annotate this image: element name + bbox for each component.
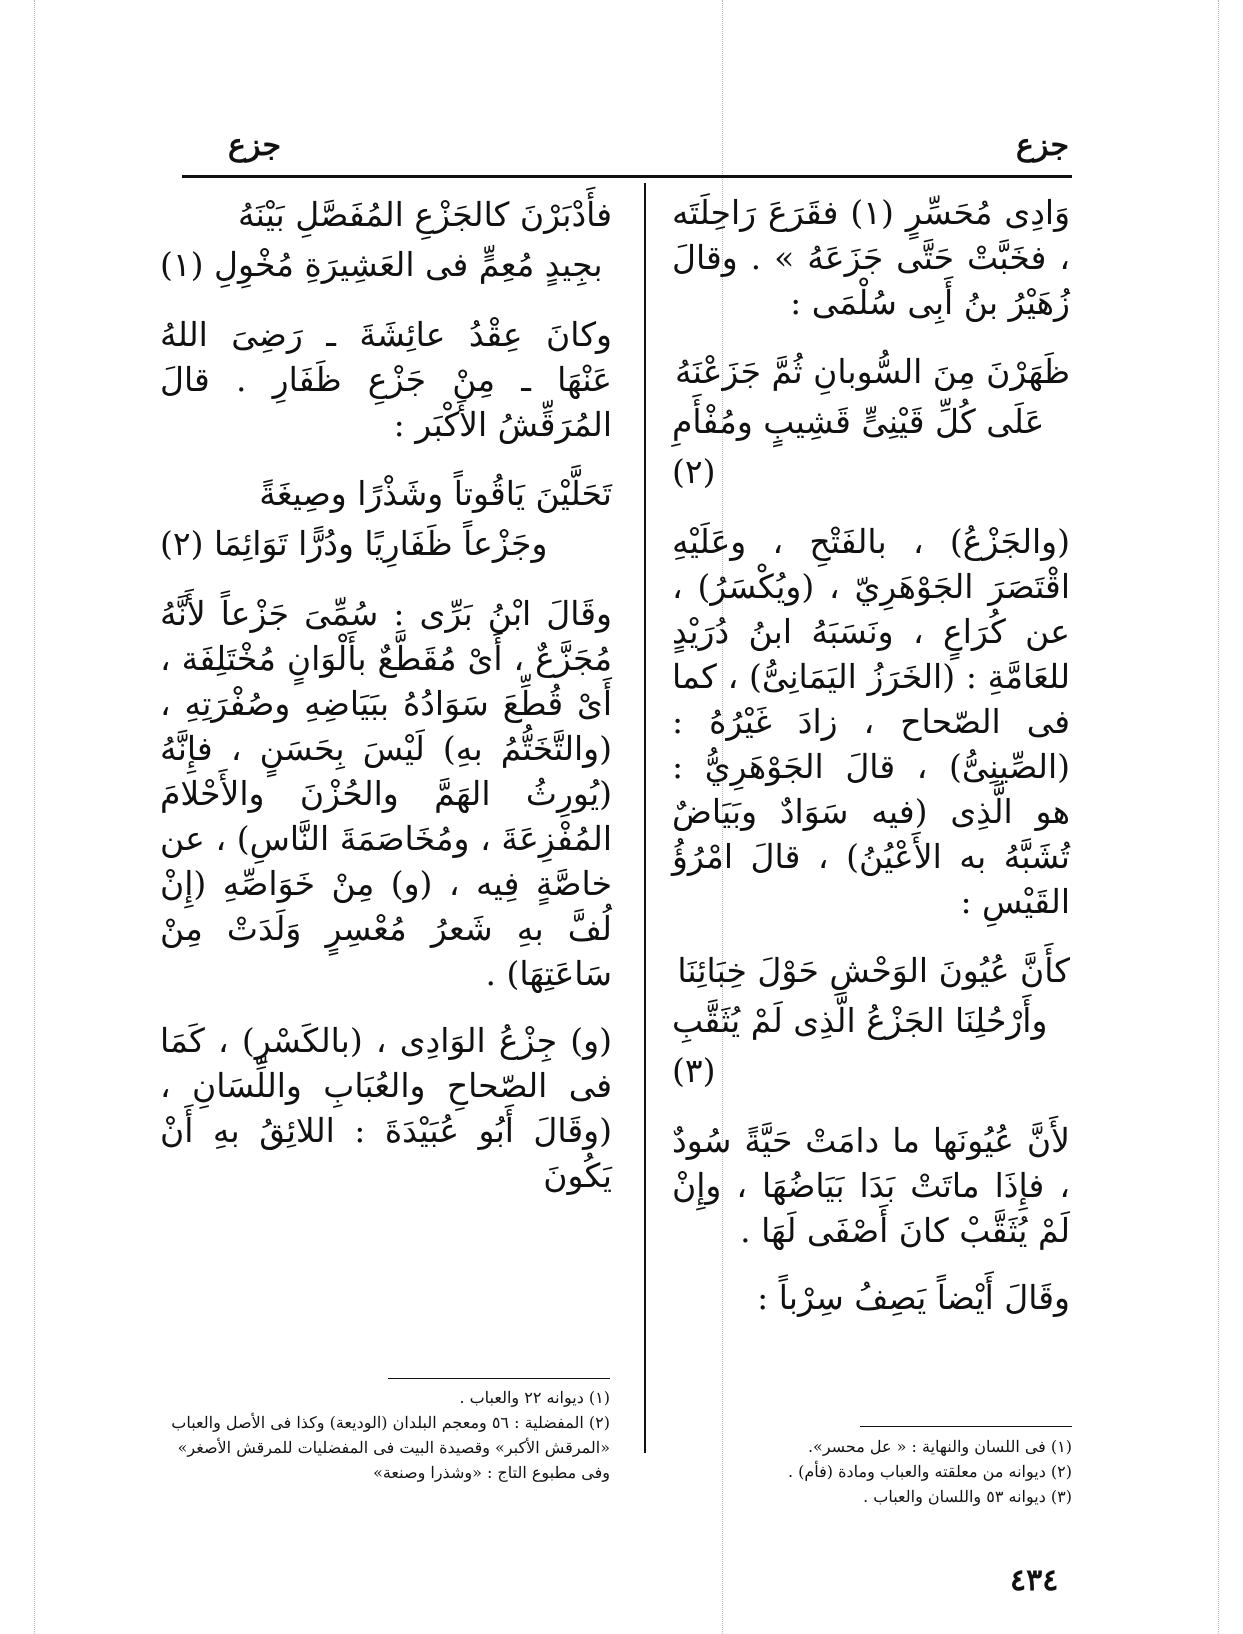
verse-line: كأَنَّ عُيُونَ الوَحْشِ حَوْلَ خِبَائِنَا [677, 951, 1070, 990]
page-number: ٤٣٤ [1010, 1563, 1059, 1598]
paragraph: وكانَ عِقْدُ عائِشَةَ ـ رَضِىَ اللهُ عَنْهَا ـ مِنْ جَزْعِ ظَفَارِ . قالَ المُرَقِّشُ الأَكْبَر : [160, 315, 612, 444]
verse-line: تَحَلَّيْنَ يَاقُوتاً وشَذْرًا وصِيغَةً [259, 474, 612, 513]
verse-line: وأَرْحُلِنَا الجَزْعُ الَّذِى لَمْ يُثَقَّبِ (٣) [672, 1001, 1048, 1090]
verse-line: فأَدْبَرْنَ كالجَزْعِ المُفَصَّلِ بَيْنَهُ [237, 195, 612, 234]
footnote-rule-left [388, 1378, 610, 1379]
left-column [160, 190, 612, 1198]
column-separator [644, 183, 646, 1453]
verse-line: عَلَى كُلِّ قَيْنِىٍّ قَشِيبٍ ومُفْأَمِ (٢) [672, 402, 1045, 491]
paragraph: (والجَزْعُ) ، بالفَتْحِ ، وعَلَيْهِ اقْتَصَرَ الجَوْهَرِيّ ، (ويُكْسَرُ) ، عن كُرَاعٍ ، ونَسَبَهُ ابنُ دُرَيْدٍ للعَامَّةِ : (الخَرَزُ اليَمَانِىُّ) ، كما فى الصّحاح ، زادَ غَيْرُهُ : (الصِّينِىُّ) ، قالَ الجَوْهَرِيُّ : هو الَّذِى (فيه سَوَادٌ وبَيَاضٌ تُشَبَّهُ به الأَعْيُنُ) ، قالَ امْرُؤُ القَيْسِ : [672, 522, 1070, 921]
verse-line: بجِيدٍ مُعِمٍّ فى العَشِيرَةِ مُخْوِلِ (١) [160, 245, 603, 284]
footnotes-right [672, 1434, 1072, 1509]
footnote: (٣) ديوانه ٥٣ واللسان والعباب . [863, 1487, 1072, 1506]
header-word-right: جزع [1016, 128, 1069, 163]
footnotes-left [160, 1385, 610, 1485]
footnote: (١) فى اللسان والنهاية : « عل محسر». [807, 1437, 1072, 1456]
scan-margin-right [1218, 0, 1219, 1634]
header-word-left: جزع [228, 128, 281, 163]
verse [672, 946, 1070, 1096]
footnote: (٢) المفضلية : ٥٦ ومعجم البلدان (الوديعة) وكذا فى الأصل والعباب «المرقش الأكبر» وقصيدة البيت فى المفضليات للمرقش الأصغر» وفى مطبوع التاج : «وشذرا وصنعة» [171, 1413, 610, 1482]
header-rule [182, 175, 1072, 178]
paragraph: لأَنَّ عُيُونَها ما دامَتْ حَيَّةً سُودٌ ، فإِذَا ماتَتْ بَدَا بَيَاضُهَا ، وإِنْ لَمْ يُثَقَّبْ كانَ أَصْفَى لَهَا . [672, 1121, 1070, 1250]
paragraph: وَادِى مُحَسِّرٍ (١) فقَرَعَ رَاحِلَتَه ، فخَبَّتْ حَتَّى جَزَعَهُ » . وقالَ زُهَيْرُ بنُ أَبِى سُلْمَى : [672, 193, 1070, 322]
scan-margin-left [34, 0, 35, 1634]
verse [160, 190, 612, 290]
verse-line: وجَزْعاً ظَفَارِيًا ودُرًّا تَوَائِمَا (٢) [160, 524, 548, 563]
paragraph: وقَالَ ابْنُ بَرِّى : سُمِّىَ جَزْعاً لأَنَّهُ مُجَزَّعٌ ، أَىْ مُقَطَّعٌ بأَلْوَانٍ مُخْتَلِفَة ، أَىْ قُطِّعَ سَوَادُهُ ببَيَاضِهِ وصُفْرَتِهِ ، (والتَّخَتُّمُ بهِ) لَيْسَ بِحَسَنٍ ، فإِنَّهُ (يُورِثُ الهَمَّ والحُزْنَ والأَحْلامَ المُفْزِعَةَ ، ومُخَاصَمَةَ النَّاسِ) ، عن خاصَّةٍ فِيه ، (و) مِنْ خَوَاصِّهِ (إِنْ لُفَّ بهِ شَعرُ مُعْسِرٍ وَلَدَتْ مِنْ سَاعَتِهَا) . [160, 594, 612, 993]
right-column [672, 190, 1070, 1320]
paragraph: وقَالَ أَيْضاً يَصِفُ سِرْباً : [757, 1278, 1070, 1317]
footnote: (١) ديوانه ٢٢ والعباب . [459, 1388, 610, 1407]
verse [160, 469, 612, 569]
verse [672, 347, 1070, 497]
paragraph: (و) جِزْعُ الوَادِى ، (بالكَسْرِ) ، كَمَا فى الصّحاحِ والعُبَابِ واللِّسَانِ ، (وقَالَ أَبُو عُبَيْدَةَ : اللائِقُ بهِ أَنْ يَكُونَ [160, 1021, 612, 1195]
footnote-rule-right [860, 1426, 1072, 1427]
verse-line: ظَهَرْنَ مِنَ السُّوبانِ ثُمَّ جَزَعْنَهُ [675, 352, 1070, 391]
footnote: (٢) ديوانه من معلقته والعباب ومادة (فأم) . [787, 1462, 1072, 1481]
